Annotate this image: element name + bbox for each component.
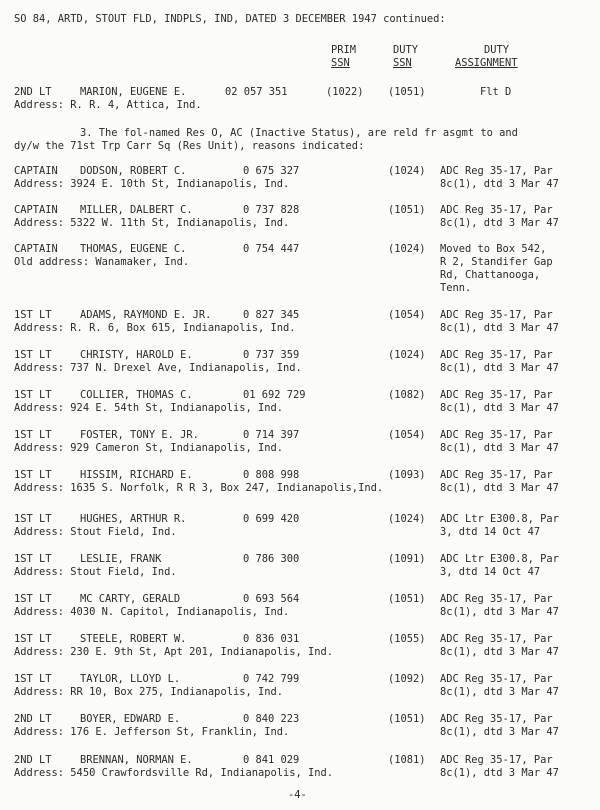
officer-address: Address: Stout Field, Ind. [14,566,177,578]
officer-address: Address: 929 Cameron St, Indianapolis, Ind. [14,442,283,454]
officer-name: BOYER, EDWARD E. [80,713,181,725]
officer-serial: 0 693 564 [243,593,300,605]
officer-reason-line: Moved to Box 542, [440,243,547,255]
officer-serial: 0 737 828 [243,204,300,216]
officer-reason-line: ADC Reg 35-17, Par [440,593,553,605]
officer-reason-line: 8c(1), dtd 3 Mar 47 [440,767,559,779]
first-rank: 2ND LT [14,86,52,98]
officer-address: Address: 924 E. 54th St, Indianapolis, Ind. [14,402,283,414]
officer-name: HUGHES, ARTHUR R. [80,513,187,525]
officer-address: Address: 3924 E. 10th St, Indianapolis, Ind. [14,178,290,190]
officer-serial: 0 754 447 [243,243,300,255]
officer-rank: 1ST LT [14,633,52,645]
col-prim-ssn-2: SSN [331,57,350,69]
col-prim-ssn-1: PRIM [331,44,357,56]
col-duty-ssn-1: DUTY [393,44,419,56]
order-header: SO 84, ARTD, STOUT FLD, INDPLS, IND, DATED 3 DECEMBER 1947 continued: [14,13,446,25]
officer-ssn: (1082) [388,389,426,401]
officer-reason-line: 8c(1), dtd 3 Mar 47 [440,178,559,190]
officer-name: CHRISTY, HAROLD E. [80,349,193,361]
officer-reason-line: 3, dtd 14 Oct 47 [440,566,541,578]
officer-reason-line: 8c(1), dtd 3 Mar 47 [440,362,559,374]
paragraph-line-1: 3. The fol-named Res O, AC (Inactive Status), are reld fr asgmt to and [80,127,518,139]
officer-reason-line: 8c(1), dtd 3 Mar 47 [440,482,559,494]
officer-ssn: (1093) [388,469,426,481]
officer-reason-line: 8c(1), dtd 3 Mar 47 [440,217,559,229]
officer-reason-line: 8c(1), dtd 3 Mar 47 [440,402,559,414]
officer-name: MILLER, DALBERT C. [80,204,193,216]
col-assignment-1: DUTY [484,44,510,56]
officer-serial: 0 808 998 [243,469,300,481]
officer-name: THOMAS, EUGENE C. [80,243,187,255]
first-name: MARION, EUGENE E. [80,86,187,98]
officer-name: DODSON, ROBERT C. [80,165,187,177]
officer-reason-line: 8c(1), dtd 3 Mar 47 [440,322,559,334]
officer-address: Address: R. R. 6, Box 615, Indianapolis, Ind. [14,322,296,334]
officer-name: LESLIE, FRANK [80,553,162,565]
officer-reason-line: ADC Reg 35-17, Par [440,349,553,361]
officer-rank: CAPTAIN [14,243,58,255]
officer-reason-line: ADC Reg 35-17, Par [440,389,553,401]
officer-name: ADAMS, RAYMOND E. JR. [80,309,212,321]
officer-address: Old address: Wanamaker, Ind. [14,256,190,268]
officer-name: MC CARTY, GERALD [80,593,181,605]
officer-rank: 1ST LT [14,309,52,321]
officer-serial: 0 786 300 [243,553,300,565]
officer-rank: 2ND LT [14,713,52,725]
officer-serial: 0 675 327 [243,165,300,177]
officer-ssn: (1051) [388,593,426,605]
officer-reason-line: Rd, Chattanooga, [440,269,541,281]
officer-ssn: (1092) [388,673,426,685]
officer-rank: 1ST LT [14,593,52,605]
officer-reason-line: ADC Reg 35-17, Par [440,204,553,216]
officer-reason-line: ADC Ltr E300.8, Par [440,553,559,565]
officer-ssn: (1024) [388,243,426,255]
officer-rank: 1ST LT [14,389,52,401]
officer-reason-line: R 2, Standifer Gap [440,256,553,268]
officer-ssn: (1024) [388,349,426,361]
officer-rank: CAPTAIN [14,165,58,177]
officer-rank: 1ST LT [14,469,52,481]
officer-serial: 0 714 397 [243,429,300,441]
officer-rank: 1ST LT [14,513,52,525]
officer-address: Address: 176 E. Jefferson St, Franklin, Ind. [14,726,290,738]
officer-ssn: (1054) [388,429,426,441]
officer-ssn: (1081) [388,754,426,766]
officer-rank: 1ST LT [14,673,52,685]
officer-address: Address: 5322 W. 11th St, Indianapolis, Ind. [14,217,290,229]
officer-name: FOSTER, TONY E. JR. [80,429,199,441]
officer-serial: 01 692 729 [243,389,306,401]
officer-name: STEELE, ROBERT W. [80,633,187,645]
first-prim-ssn: (1022) [326,86,364,98]
officer-reason-line: 8c(1), dtd 3 Mar 47 [440,646,559,658]
officer-reason-line: ADC Reg 35-17, Par [440,309,553,321]
officer-ssn: (1054) [388,309,426,321]
officer-ssn: (1055) [388,633,426,645]
officer-address: Address: 5450 Crawfordsville Rd, Indianapolis, Ind. [14,767,334,779]
officer-reason-line: ADC Reg 35-17, Par [440,713,553,725]
officer-address: Address: RR 10, Box 275, Indianapolis, Ind. [14,686,283,698]
first-serial: 02 057 351 [225,86,288,98]
officer-reason-line: ADC Reg 35-17, Par [440,754,553,766]
officer-ssn: (1024) [388,513,426,525]
officer-rank: 1ST LT [14,429,52,441]
paragraph-line-2: dy/w the 71st Trp Carr Sq (Res Unit), reasons indicated: [14,140,365,152]
officer-reason-line: ADC Reg 35-17, Par [440,469,553,481]
officer-ssn: (1091) [388,553,426,565]
officer-rank: CAPTAIN [14,204,58,216]
officer-address: Address: 230 E. 9th St, Apt 201, Indianapolis, Ind. [14,646,334,658]
officer-ssn: (1051) [388,713,426,725]
officer-reason-line: ADC Reg 35-17, Par [440,673,553,685]
officer-address: Address: 1635 S. Norfolk, R R 3, Box 247, Indianapolis,Ind. [14,482,384,494]
col-assignment-2: ASSIGNMENT [455,57,518,69]
page-number: -4- [288,789,307,801]
col-duty-ssn-2: SSN [393,57,412,69]
officer-address: Address: 4030 N. Capitol, Indianapolis, Ind. [14,606,290,618]
officer-serial: 0 841 029 [243,754,300,766]
officer-reason-line: 8c(1), dtd 3 Mar 47 [440,442,559,454]
officer-address: Address: Stout Field, Ind. [14,526,177,538]
officer-serial: 0 737 359 [243,349,300,361]
officer-name: TAYLOR, LLOYD L. [80,673,181,685]
officer-serial: 0 840 223 [243,713,300,725]
officer-reason-line: ADC Ltr E300.8, Par [440,513,559,525]
officer-ssn: (1024) [388,165,426,177]
officer-reason-line: 3, dtd 14 Oct 47 [440,526,541,538]
officer-rank: 2ND LT [14,754,52,766]
officer-ssn: (1051) [388,204,426,216]
first-assignment: Flt D [480,86,512,98]
officer-reason-line: 8c(1), dtd 3 Mar 47 [440,606,559,618]
officer-reason-line: Tenn. [440,282,472,294]
officer-address: Address: 737 N. Drexel Ave, Indianapolis, Ind. [14,362,302,374]
officer-serial: 0 699 420 [243,513,300,525]
first-duty-ssn: (1051) [388,86,426,98]
first-address: Address: R. R. 4, Attica, Ind. [14,99,202,111]
officer-serial: 0 742 799 [243,673,300,685]
officer-reason-line: 8c(1), dtd 3 Mar 47 [440,726,559,738]
officer-reason-line: ADC Reg 35-17, Par [440,429,553,441]
officer-rank: 1ST LT [14,349,52,361]
officer-name: HISSIM, RICHARD E. [80,469,193,481]
officer-reason-line: ADC Reg 35-17, Par [440,633,553,645]
officer-name: BRENNAN, NORMAN E. [80,754,193,766]
officer-reason-line: ADC Reg 35-17, Par [440,165,553,177]
officer-serial: 0 827 345 [243,309,300,321]
officer-name: COLLIER, THOMAS C. [80,389,193,401]
officer-reason-line: 8c(1), dtd 3 Mar 47 [440,686,559,698]
officer-serial: 0 836 031 [243,633,300,645]
officer-rank: 1ST LT [14,553,52,565]
